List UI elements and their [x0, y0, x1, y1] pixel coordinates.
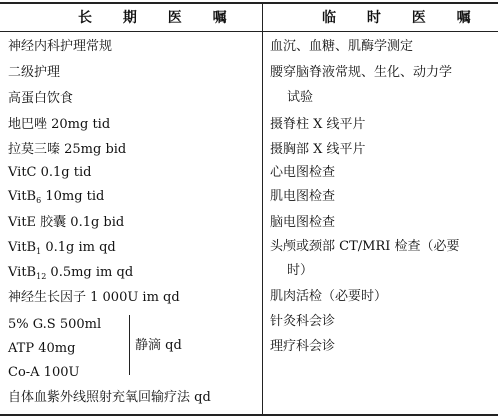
long-term-order: Co-A 100U: [8, 365, 80, 380]
temporary-order: 肌肉活检（必要时）: [270, 289, 388, 304]
temporary-order: 摄脊柱 X 线平片: [270, 117, 366, 132]
long-term-order: VitC 0.1g tid: [8, 165, 92, 180]
temporary-order: 针灸科会诊: [270, 314, 336, 329]
temporary-order: 心电图检查: [270, 165, 336, 180]
temporary-orders-header: 临 时 医 嘱: [322, 10, 484, 26]
long-term-order: VitE 胶囊 0.1g bid: [8, 215, 125, 230]
table-column-divider: [262, 3, 263, 415]
table-bottom-border: [0, 414, 498, 416]
long-term-order: 高蛋白饮食: [8, 91, 74, 106]
long-term-order: 神经生长因子 1 000U im qd: [8, 290, 180, 305]
temporary-order: 血沉、血糖、肌酶学测定: [270, 39, 414, 54]
temporary-order: 腰穿脑脊液常规、生化、动力学: [270, 65, 453, 80]
long-term-order: 拉莫三嗪 25mg bid: [8, 142, 127, 157]
long-term-order-subscript: VitB$_6$ 10mg tid: [8, 189, 105, 205]
temporary-order: 理疗科会诊: [270, 339, 336, 354]
long-term-order-subscript: VitB$_1$ 0.1g im qd: [8, 240, 116, 256]
long-term-order: 5% G.S 500ml: [8, 317, 102, 332]
long-term-order: ATP 40mg: [8, 341, 76, 356]
iv-drip-label: 静滴 qd: [135, 338, 182, 353]
temporary-order: 头颅或颈部 CT/MRI 检查（必要: [270, 239, 460, 254]
table-header-divider: [0, 31, 498, 32]
long-term-order: 神经内科护理常规: [8, 39, 113, 54]
long-term-order: 自体血紫外线照射充氧回输疗法 qd: [8, 390, 211, 405]
long-term-order: 二级护理: [8, 65, 61, 80]
table-top-border: [0, 2, 498, 4]
long-term-order-subscript: VitB$_{12}$ 0.5mg im qd: [8, 265, 134, 281]
iv-drip-bracket: [129, 315, 130, 375]
long-term-order: 地巴唑 20mg tid: [8, 117, 111, 132]
temporary-order: 时）: [287, 263, 314, 278]
temporary-order: 肌电图检查: [270, 189, 336, 204]
long-term-orders-header: 长 期 医 嘱: [78, 10, 240, 26]
temporary-order: 摄胸部 X 线平片: [270, 142, 366, 157]
temporary-order: 脑电图检查: [270, 215, 336, 230]
temporary-order: 试验: [287, 90, 314, 105]
